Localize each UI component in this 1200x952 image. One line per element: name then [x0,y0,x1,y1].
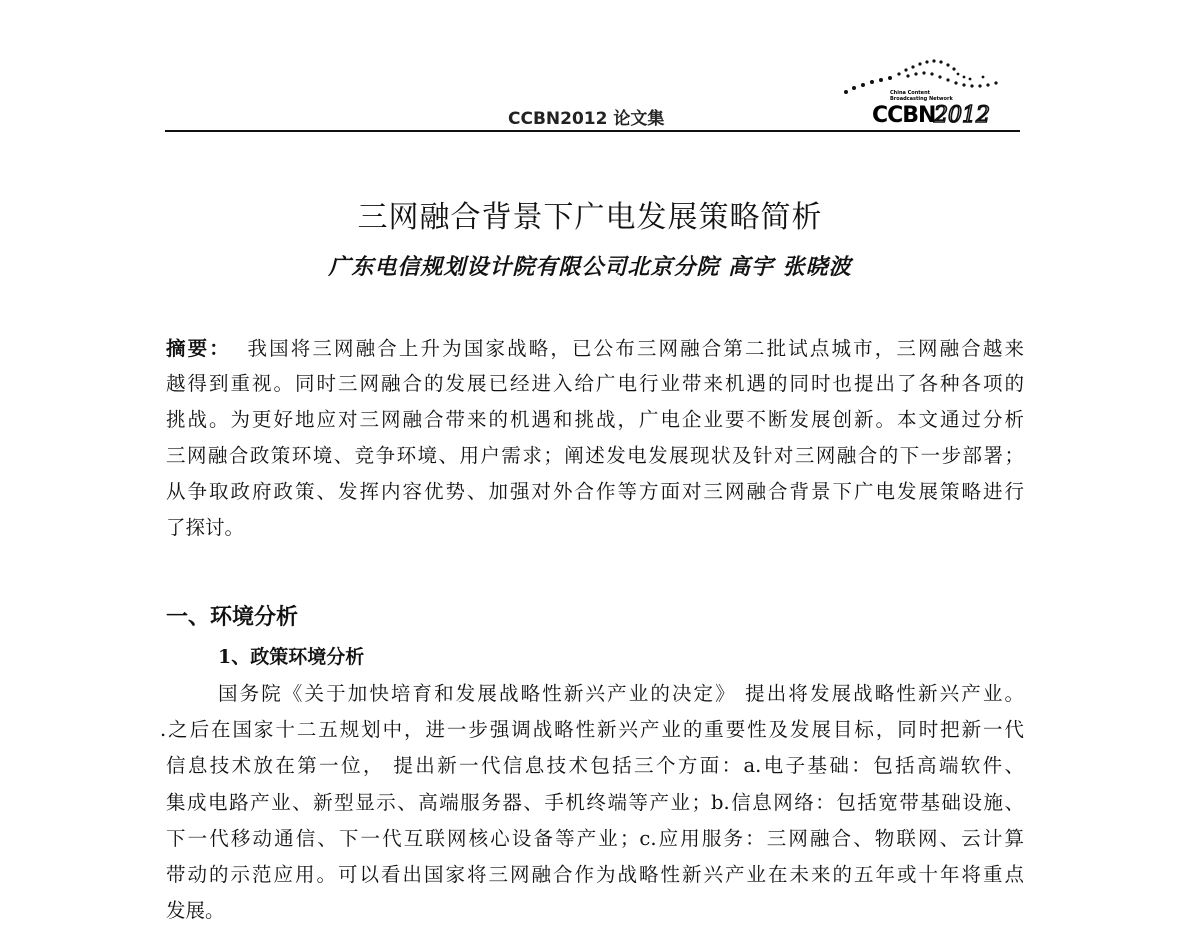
body-line: .之后在国家十二五规划中，进一步强调战略性新兴产业的重要性及发展目标，同时把新一代 [160,718,1024,741]
abstract-label: 摘要： [166,337,231,360]
abstract-line: 了探讨。 [166,516,245,539]
body-line: 信息技术放在第一位， 提出新一代信息技术包括三个方面：a.电子基础：包括高端软件、 [166,754,1024,777]
paper-authors: 广东电信规划设计院有限公司北京分院 高宇 张晓波 [328,254,852,280]
svg-text:China Content: China Content [890,90,931,96]
abstract-line: 挑战。为更好地应对三网融合带来的机遇和挑战，广电企业要不断发展创新。本文通过分析 [166,408,1024,431]
abstract-line: 三网融合政策环境、竞争环境、用户需求；阐述发电发展现状及针对三网融合的下一步部署； [166,444,1024,467]
subsection-heading: 1、政策环境分析 [218,646,365,668]
body-line: 集成电路产业、新型显示、高端服务器、手机终端等产业；b.信息网络：包括宽带基础设施、 [166,791,1024,814]
abstract-line: 从争取政府政策、发挥内容优势、加强对外合作等方面对三网融合背景下广电发展策略进行 [166,480,1024,503]
abstract-line: 越得到重视。同时三网融合的发展已经进入给广电行业带来机遇的同时也提出了各种各项的 [166,372,1024,395]
header-rule [165,130,1020,132]
ccbn-logo [838,52,1018,128]
running-header: CCBN2012 论文集 [508,109,665,129]
body-line: 带动的示范应用。可以看出国家将三网融合作为战略性新兴产业在未来的五年或十年将重点 [166,863,1024,886]
abstract-line: 摘要： 我国将三网融合上升为国家战略，已公布三网融合第二批试点城市，三网融合越来 [166,337,1024,360]
svg-text:CCBN: CCBN [872,103,936,124]
paper-title: 三网融合背景下广电发展策略简析 [357,200,823,235]
ccbn-logo-icon [838,52,1018,124]
svg-text:Broadcasting Network: Broadcasting Network [890,96,953,102]
svg-text:2012: 2012 [934,103,990,124]
section-heading: 一、环境分析 [166,604,299,630]
body-line: 下一代移动通信、下一代互联网核心设备等产业；c.应用服务：三网融合、物联网、云计算 [166,827,1024,850]
body-line: 发展。 [166,899,225,922]
body-line: 国务院《关于加快培育和发展战略性新兴产业的决定》 提出将发展战略性新兴产业。 [218,682,1024,705]
